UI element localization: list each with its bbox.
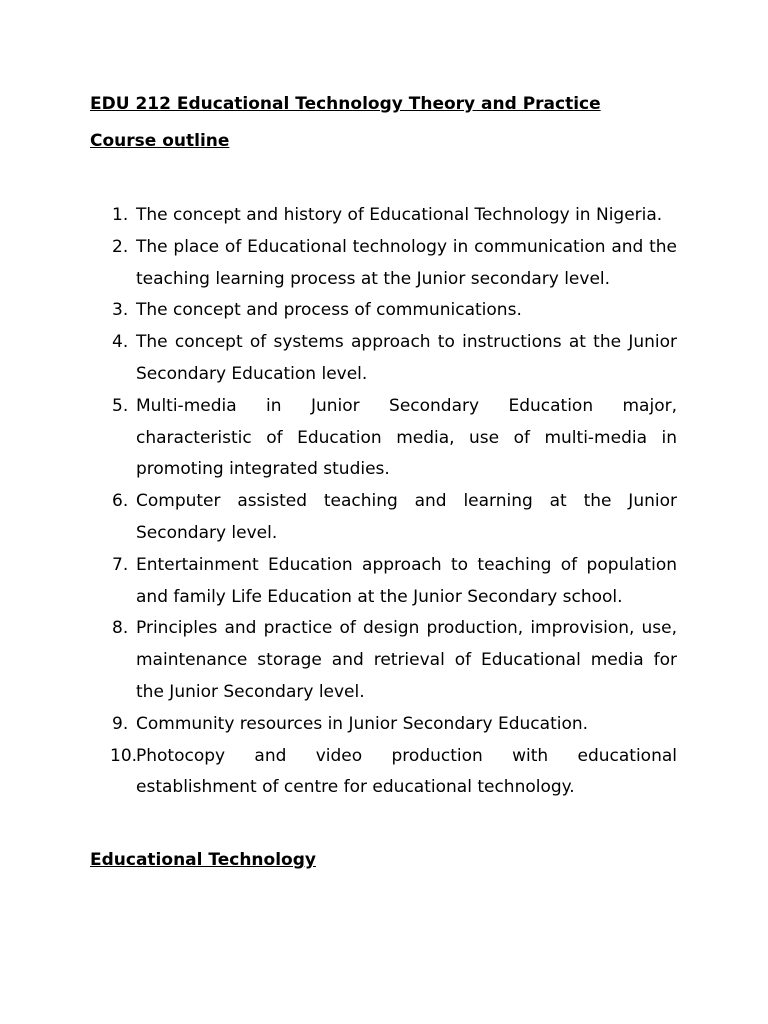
outline-item	[90, 391, 677, 486]
outline-item-number: 4.	[112, 332, 129, 353]
outline-item	[90, 613, 677, 708]
course-outline-heading: Course outline	[90, 131, 230, 151]
outline-item-text: Community resources in Junior Secondary Education.	[136, 713, 589, 734]
outline-item-number: 10.	[110, 745, 138, 766]
outline-item	[90, 486, 677, 550]
outline-item	[90, 327, 677, 391]
outline-item	[90, 232, 677, 296]
outline-item-number: 6.	[112, 491, 129, 512]
outline-item-number: 5.	[112, 395, 129, 416]
outline-item-number: 7.	[112, 554, 129, 575]
outline-item-number: 9.	[112, 713, 129, 734]
outline-item	[90, 200, 677, 232]
outline-item-text: Photocopy and video production with educational establishment of centre for educational technology.	[136, 745, 677, 798]
document-title: EDU 212 Educational Technology Theory and Practice	[90, 94, 601, 114]
outline-item	[90, 709, 677, 741]
outline-item-number: 1.	[112, 205, 129, 225]
outline-item	[90, 295, 677, 327]
outline-item	[90, 550, 677, 614]
section-heading: Educational Technology	[90, 850, 316, 870]
outline-item-text: Computer assisted teaching and learning at the Junior Secondary level.	[136, 491, 677, 543]
outline-item-number: 2.	[112, 236, 129, 257]
outline-item-text: The concept and process of communications.	[136, 300, 522, 321]
outline-item-text: The concept of systems approach to instructions at the Junior Secondary Education level.	[136, 332, 677, 384]
outline-item-text: Entertainment Education approach to teaching of population and family Life Education at the Junior Secondary school.	[136, 554, 677, 607]
outline-item-number: 3.	[112, 300, 129, 321]
course-outline-list	[90, 200, 677, 804]
outline-item	[90, 741, 677, 805]
outline-item-text: Multi-media in Junior Secondary Education major, characteristic of Education media, use of multi-media in promoting integrated studies.	[136, 395, 677, 480]
outline-item-text: The concept and history of Educational Technology in Nigeria.	[136, 205, 663, 225]
outline-item-text: The place of Educational technology in communication and the teaching learning process at the Junior secondary level.	[136, 236, 677, 289]
outline-item-text: Principles and practice of design production, improvision, use, maintenance storage and retrieval of Educational media for the Junior Secondary level.	[136, 618, 677, 702]
outline-item-number: 8.	[112, 618, 129, 639]
